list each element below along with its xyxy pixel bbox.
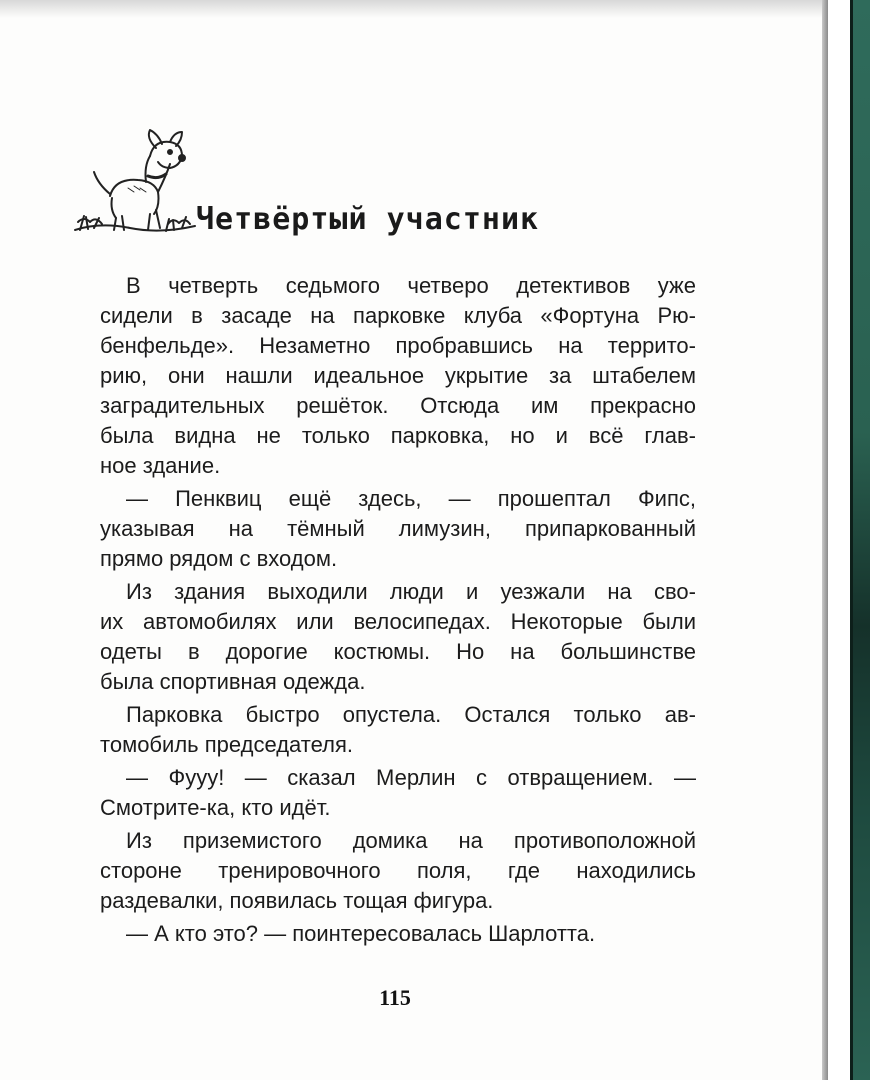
page-edge-gap <box>828 0 850 1080</box>
chapter-title: Четвёртый участник <box>196 202 540 237</box>
text-line: — Фууу! — сказал Мерлин с отвращением. — <box>126 765 696 790</box>
dog-icon <box>70 118 200 248</box>
text-line: — А кто это? — поинтересовалась Шарлотта. <box>126 921 596 946</box>
text-line: была видна не только парковка, но и всё глав- <box>100 423 696 448</box>
text-line: раздевалки, появилась тощая фигура. <box>100 888 494 913</box>
text-line: В четверть седьмого четверо детективов уже <box>126 273 696 298</box>
text-line: была спортивная одежда. <box>100 669 366 694</box>
text-line: указывая на тёмный лимузин, припаркованный <box>100 516 696 541</box>
text-line: заградительных решёток. Отсюда им прекрасно <box>100 393 696 418</box>
text-line: Из приземистого домика на противоположной <box>126 828 696 853</box>
text-line: — Пенквиц ещё здесь, — прошептал Фипс, <box>126 486 696 511</box>
page-top-shadow <box>0 0 822 18</box>
text-line: стороне тренировочного поля, где находились <box>100 858 696 883</box>
text-line: сидели в засаде на парковке клуба «Фортуна Рю- <box>100 303 696 328</box>
text-line: Из здания выходили люди и уезжали на сво- <box>126 579 696 604</box>
body-text <box>100 271 696 949</box>
text-line: их автомобилях или велосипедах. Некоторые были <box>100 609 696 634</box>
text-line: Смотрите-ка, кто идёт. <box>100 795 331 820</box>
text-line: одеты в дорогие костюмы. Но на большинстве <box>100 639 696 664</box>
text-line: томобиль председателя. <box>100 732 353 757</box>
chapter-heading <box>70 118 630 248</box>
page-number: 115 <box>379 985 411 1010</box>
book-cover-edge <box>850 0 870 1080</box>
text-line: Парковка быстро опустела. Остался только ав- <box>126 702 696 727</box>
text-line: бенфельде». Незаметно пробравшись на террито- <box>100 333 696 358</box>
text-line: рию, они нашли идеальное укрытие за штабелем <box>100 363 696 388</box>
text-line: прямо рядом с входом. <box>100 546 338 571</box>
text-line: ное здание. <box>100 453 221 478</box>
